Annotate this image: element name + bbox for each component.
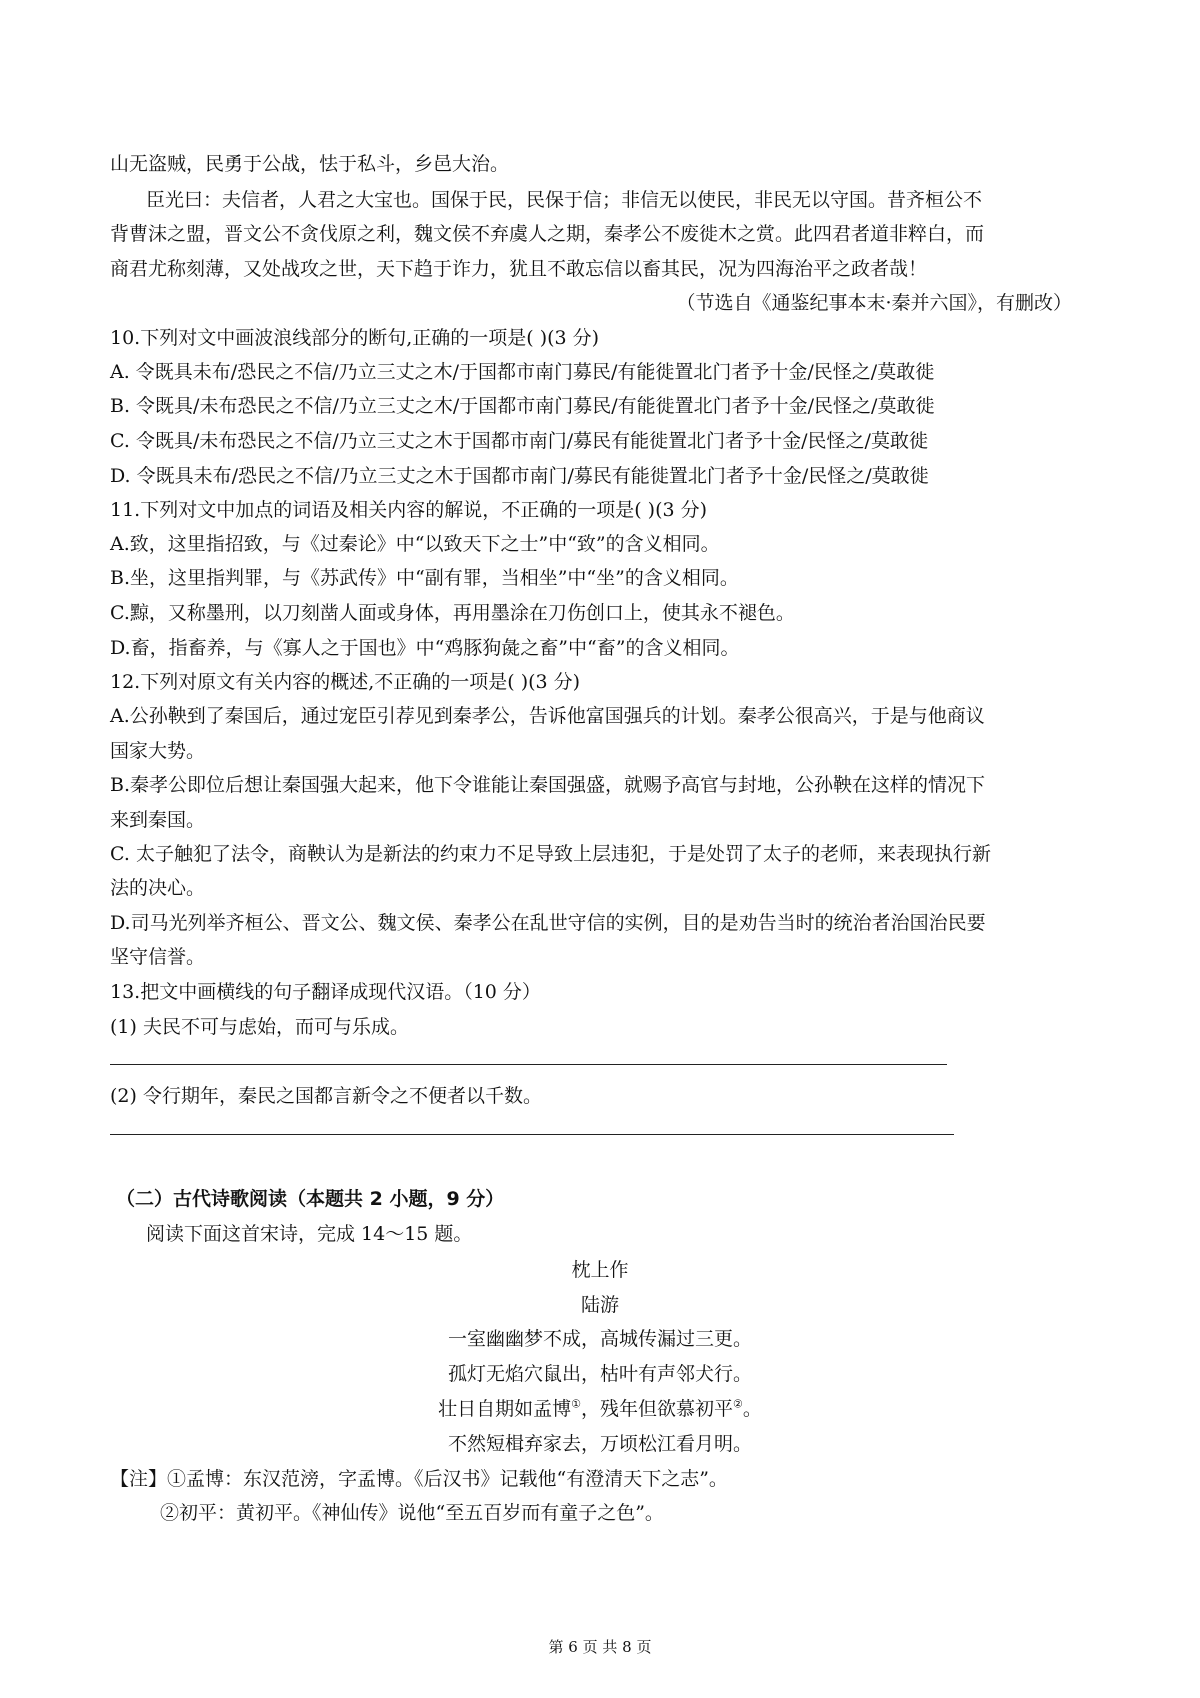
section-instruction: 阅读下面这首宋诗，完成 14～15 题。 xyxy=(146,1223,473,1245)
q12-option-b: B.秦孝公即位后想让秦国强大起来，他下令谁能让秦国强盛，就赐予高官与封地，公孙鞅在这样的情况下 xyxy=(110,774,986,796)
q12-option-b-cont: 来到秦国。 xyxy=(110,809,206,831)
poem-line-3-part-3: 。 xyxy=(742,1398,762,1420)
section-heading: （二）古代诗歌阅读（本题共 2 小题，9 分） xyxy=(116,1188,505,1210)
passage-line-4: 商君尤称刻薄，又处战攻之世，天下趋于诈力，犹且不敢忘信以畜其民，况为四海治平之政者哉！ xyxy=(110,258,928,280)
q12-option-d-cont: 坚守信誉。 xyxy=(110,946,206,968)
poem-line-3-part-1: 壮日自期如孟博 xyxy=(438,1398,572,1420)
q13-item-2: (2) 令行期年，秦民之国都言新令之不便者以千数。 xyxy=(110,1085,542,1107)
q10-option-b: B. 令既具/未布恐民之不信/乃立三丈之木/于国都市南门募民/有能徙置北门者予十金/民怪之/莫敢徙 xyxy=(110,395,935,417)
q12-stem: 12.下列对原文有关内容的概述,不正确的一项是( )(3 分) xyxy=(110,671,581,693)
q12-option-d: D.司马光列举齐桓公、晋文公、魏文侯、秦孝公在乱世守信的实例，目的是劝告当时的统治者治国治民要 xyxy=(110,912,986,934)
footnote-marker-2: ② xyxy=(733,1397,743,1411)
q11-option-b: B.坐，这里指判罪，与《苏武传》中“副有罪，当相坐”中“坐”的含义相同。 xyxy=(110,567,739,589)
q12-option-a: A.公孙鞅到了秦国后，通过宠臣引荐见到秦孝公，告诉他富国强兵的计划。秦孝公很高兴，于是与他商议 xyxy=(110,705,985,727)
answer-line-1[interactable] xyxy=(110,1064,947,1065)
q13-item-1: (1) 夫民不可与虑始，而可与乐成。 xyxy=(110,1016,409,1038)
page-footer: 第 6 页 共 8 页 xyxy=(548,1638,652,1656)
poem-line-3-part-2: ，残年但欲慕初平 xyxy=(580,1398,733,1420)
q10-option-c: C. 令既具/未布恐民之不信/乃立三丈之木于国都市南门/募民有能徙置北门者予十金/民怪之/莫敢徙 xyxy=(110,430,928,452)
passage-line-1: 山无盗贼，民勇于公战，怯于私斗，乡邑大治。 xyxy=(110,153,510,175)
passage-line-2: 臣光曰：夫信者，人君之大宝也。国保于民，民保于信；非信无以使民，非民无以守国。昔齐桓公不 xyxy=(146,189,983,211)
poem-title: 枕上作 xyxy=(571,1259,629,1281)
q12-option-c: C. 太子触犯了法令，商鞅认为是新法的约束力不足导致上层违犯，于是处罚了太子的老师，来表现执行新 xyxy=(110,843,991,865)
poem-line-3 xyxy=(0,1396,1200,1422)
q11-option-a: A.致，这里指招致，与《过秦论》中“以致天下之士”中“致”的含义相同。 xyxy=(110,533,720,555)
passage-line-3: 背曹沫之盟，晋文公不贪伐原之利，魏文侯不弃虞人之期，秦孝公不废徙木之赏。此四君者道非粹白，而 xyxy=(110,223,985,245)
q11-stem: 11.下列对文中加点的词语及相关内容的解说，不正确的一项是( )(3 分) xyxy=(110,499,708,521)
poem-line-1: 一室幽幽梦不成，高城传漏过三更。 xyxy=(447,1328,752,1350)
q10-option-d: D. 令既具未布/恐民之不信/乃立三丈之木于国都市南门/募民有能徙置北门者予十金/民怪之/莫敢徙 xyxy=(110,465,929,487)
q10-stem: 10.下列对文中画波浪线部分的断句,正确的一项是( )(3 分) xyxy=(110,327,600,349)
q13-stem: 13.把文中画横线的句子翻译成现代汉语。（10 分） xyxy=(110,981,541,1003)
answer-line-2[interactable] xyxy=(110,1134,954,1135)
footnote-marker-1: ① xyxy=(571,1397,581,1411)
note-2: ②初平：黄初平。《神仙传》说他“至五百岁而有童子之色”。 xyxy=(160,1502,664,1524)
q10-option-a: A. 令既具未布/恐民之不信/乃立三丈之木/于国都市南门募民/有能徙置北门者予十金/民怪之/莫敢徙 xyxy=(110,361,935,383)
q12-option-c-cont: 法的决心。 xyxy=(110,877,206,899)
poem-author: 陆游 xyxy=(580,1294,619,1316)
poem-line-2: 孤灯无焰穴鼠出，枯叶有声邻犬行。 xyxy=(447,1363,752,1385)
q12-option-a-cont: 国家大势。 xyxy=(110,740,206,762)
poem-line-4: 不然短楫弃家去，万顷松江看月明。 xyxy=(447,1433,752,1455)
note-1: 【注】①孟博：东汉范滂，字孟博。《后汉书》记载他“有澄清天下之志”。 xyxy=(110,1468,728,1490)
q11-option-d: D.畜，指畜养，与《寡人之于国也》中“鸡豚狗彘之畜”中“畜”的含义相同。 xyxy=(110,637,740,659)
passage-source: （节选自《通鉴纪事本末·秦并六国》，有删改） xyxy=(676,292,1072,314)
q11-option-c: C.黥，又称墨刑，以刀刻凿人面或身体，再用墨涂在刀伤创口上，使其永不褪色。 xyxy=(110,602,795,624)
